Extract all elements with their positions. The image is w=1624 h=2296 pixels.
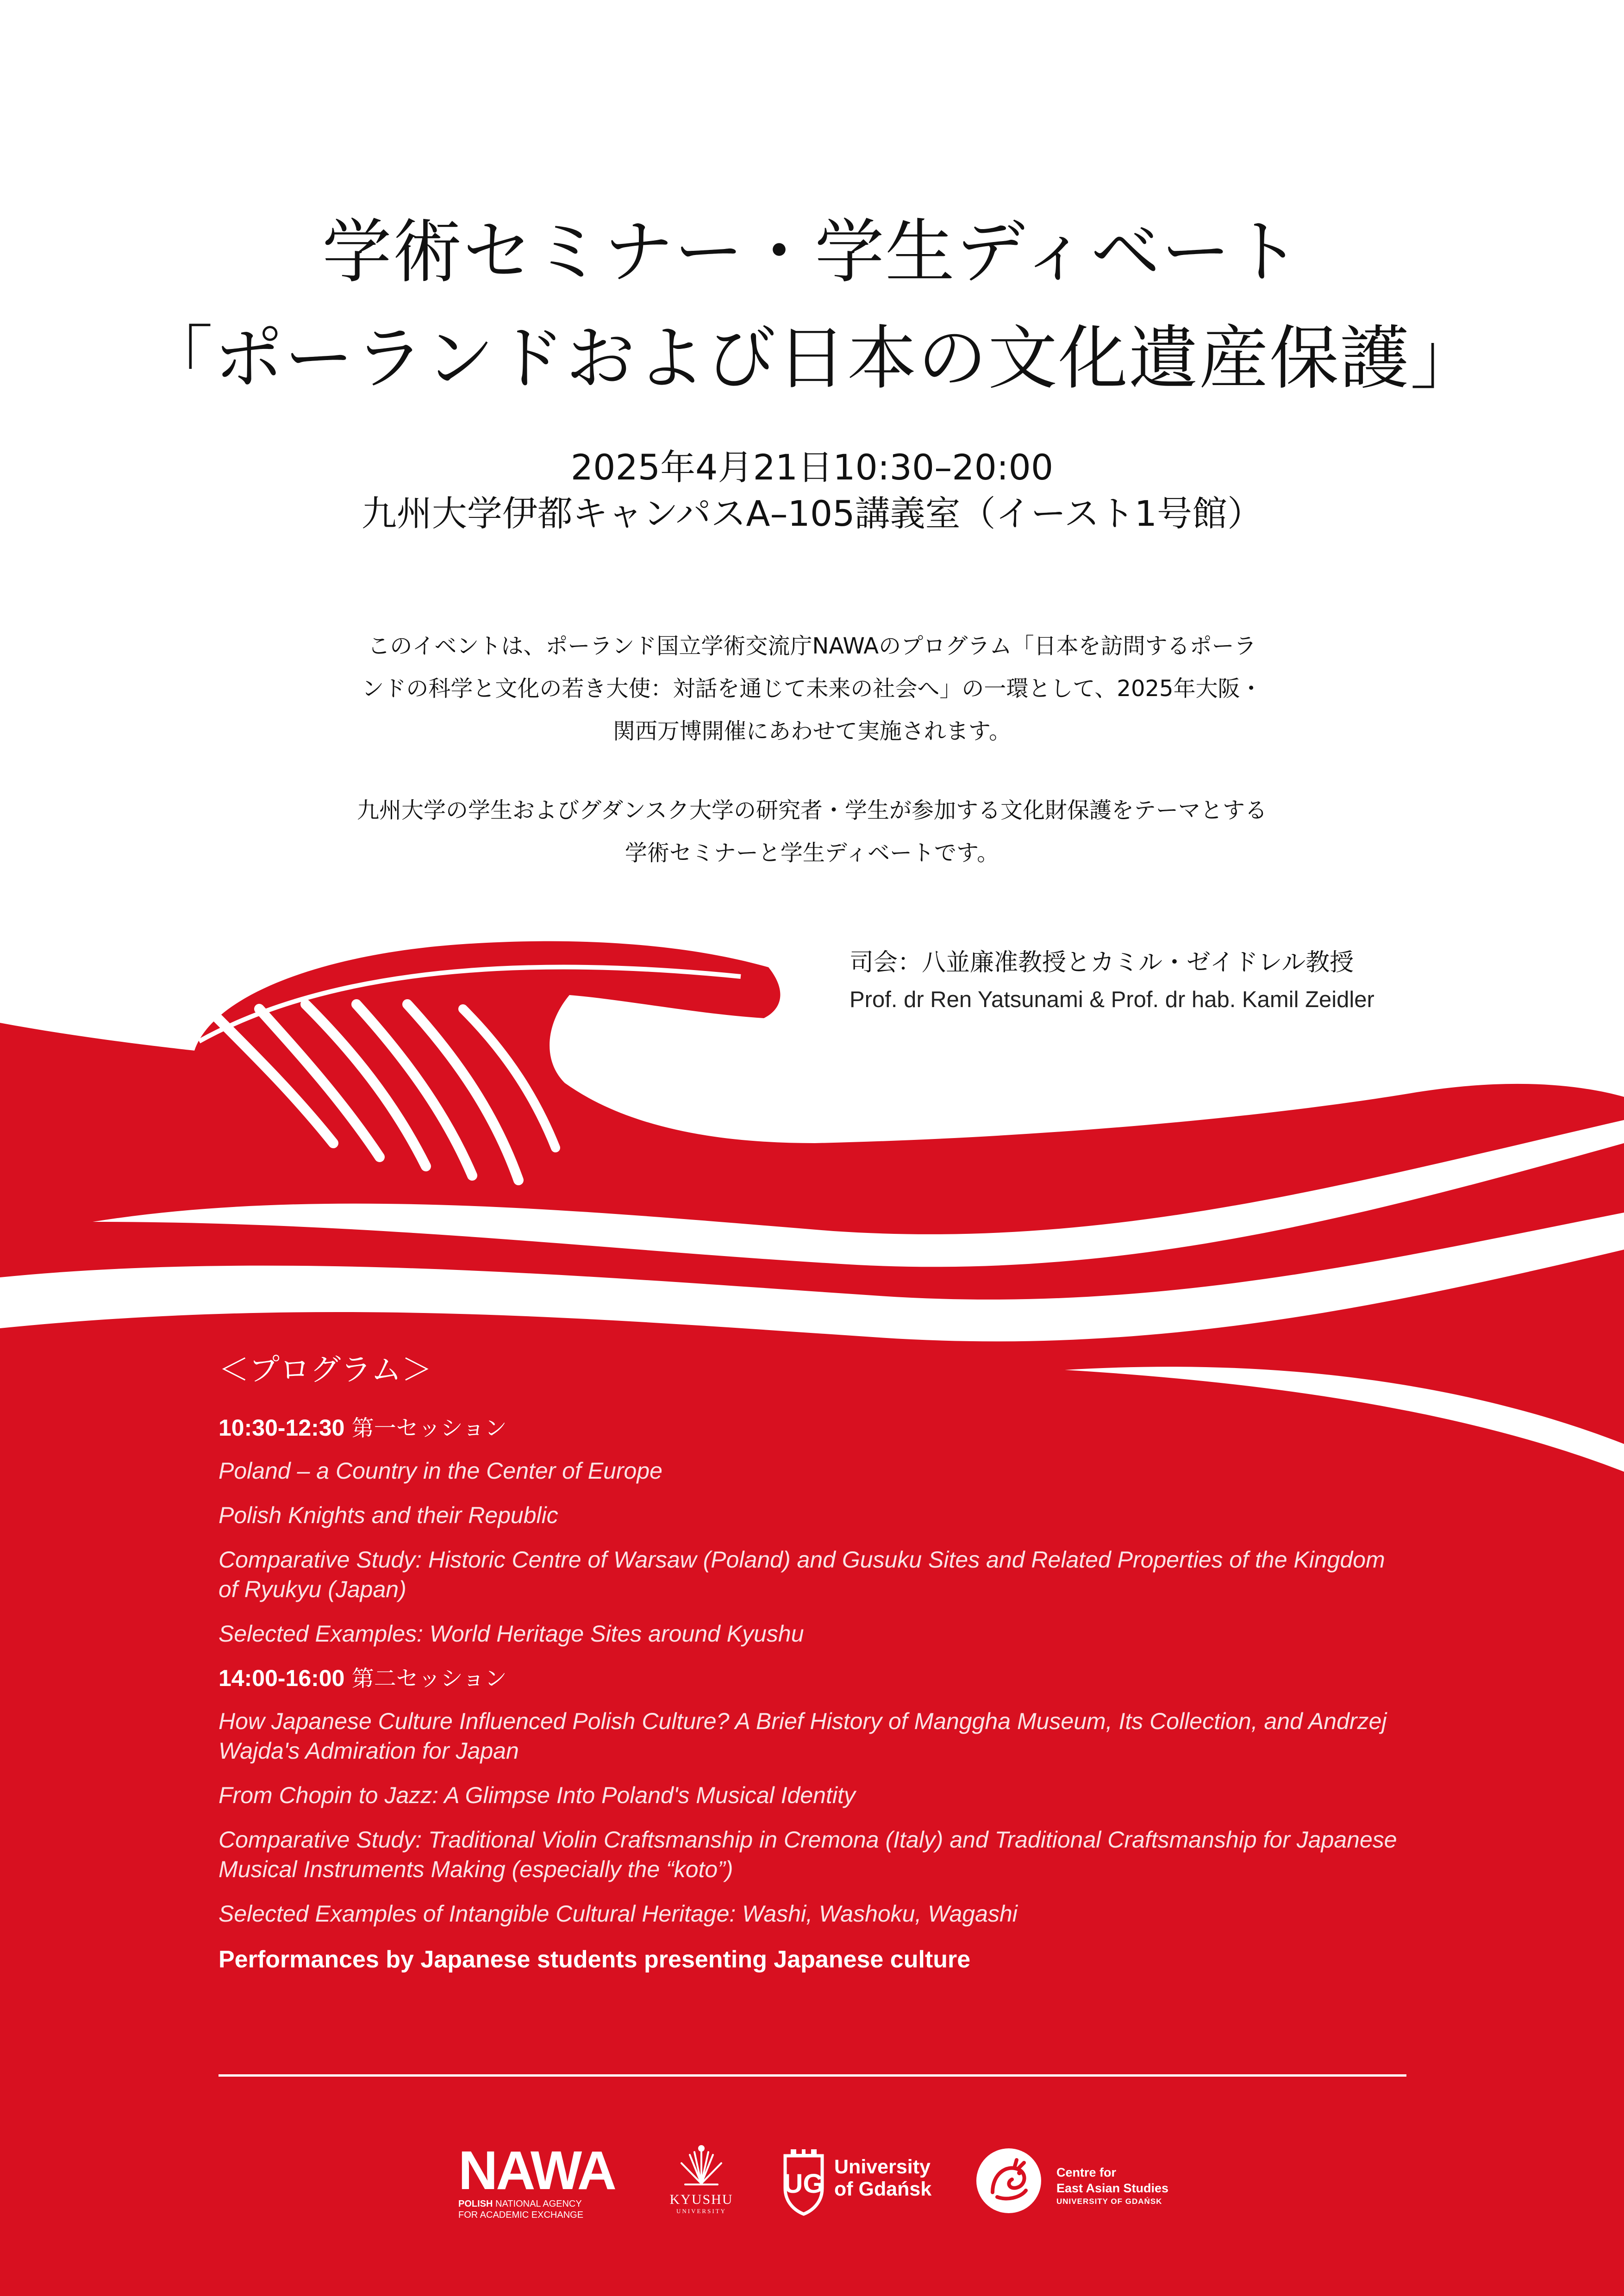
description-1-line-3: 関西万博開催にあわせて実施されます。: [612, 718, 1012, 744]
host-english: Prof. dr Ren Yatsunami & Prof. dr hab. Kamil Zeidler: [849, 987, 1374, 1012]
nawa-sub-bold: POLISH: [458, 2199, 493, 2209]
footer-divider: [219, 2074, 1406, 2077]
session-1-label: 第一セッション: [351, 1415, 507, 1441]
performances-note: Performances by Japanese students presenting Japanese culture: [219, 1946, 971, 1973]
gdansk-line-1: University: [834, 2156, 931, 2178]
session-2-talk-4: Selected Examples of Intangible Cultural Heritage: Washi, Washoku, Wagashi: [219, 1901, 1018, 1927]
session-2-label: 第二セッション: [351, 1666, 507, 1692]
description-2-line-2: 学術セミナーと学生ディベートです。: [625, 840, 999, 866]
session-1-time: 10:30-12:30: [219, 1415, 345, 1441]
nawa-sub-rest: NATIONAL AGENCY: [493, 2199, 582, 2209]
nawa-logo: [458, 2140, 625, 2221]
nawa-sub-line-2: FOR ACADEMIC EXCHANGE: [458, 2210, 584, 2220]
kyushu-emblem-icon: [676, 2142, 727, 2188]
session-1-header: [219, 1413, 1404, 1443]
session-2-time: 14:00-16:00: [219, 1665, 345, 1691]
nawa-logo-subtitle: [458, 2198, 625, 2221]
gdansk-shield-icon: [782, 2147, 825, 2216]
nawa-logo-icon: NAWA: [458, 2140, 615, 2201]
event-venue: 九州大学伊都キャンパスA–105講義室（イースト1号館）: [361, 493, 1263, 534]
title-line-2: 「ポーランドおよび日本の文化遺産保護」: [143, 318, 1480, 399]
title-line-1: 学術セミナー・学生ディベート: [322, 212, 1302, 292]
title-block: [0, 199, 1624, 412]
description-2: [0, 789, 1624, 874]
kyushu-logo: [662, 2142, 741, 2215]
session-1-talk-4: Selected Examples: World Heritage Sites around Kyushu: [219, 1621, 804, 1647]
host-japanese: 司会：八並廉准教授とカミル・ゼイドレル教授: [849, 949, 1354, 977]
description-2-line-1: 九州大学の学生およびグダンスク大学の研究者・学生が参加する文化財保護をテーマとする: [356, 797, 1268, 823]
ceas-line-2: East Asian Studies: [1056, 2181, 1169, 2195]
kyushu-subtitle: UNIVERSITY: [676, 2208, 726, 2215]
description-1: [0, 625, 1624, 753]
gdansk-wordmark: [834, 2156, 931, 2200]
ceas-wordmark: [1056, 2165, 1168, 2207]
session-2-talk-2: From Chopin to Jazz: A Glimpse Into Poland's Musical Identity: [219, 1782, 856, 1808]
program-heading: ＜プログラム＞: [219, 1352, 432, 1388]
datetime-block: [0, 444, 1624, 537]
description-1-line-1: このイベントは、ポーランド国立学術交流庁NAWAのプログラム「日本を訪問するポーラ: [368, 633, 1256, 659]
svg-text:UG: UG: [783, 2169, 824, 2199]
ceas-line-1: Centre for: [1056, 2165, 1117, 2179]
host-block: [849, 944, 1544, 1018]
ceas-line-3: UNIVERSITY OF GDAŃSK: [1056, 2197, 1162, 2206]
session-1-talk-2: Polish Knights and their Republic: [219, 1502, 558, 1528]
kyushu-wordmark: KYUSHU: [669, 2192, 733, 2207]
dragon-seal-icon: [974, 2146, 1043, 2215]
program-section: [219, 1344, 1404, 1976]
session-1-talk-1: Poland – a Country in the Center of Europe: [219, 1458, 662, 1484]
session-2-talk-3: Comparative Study: Traditional Violin Craftsmanship in Cremona (Italy) and Traditional Craftsmanship for Japanese Musical Instruments Making (especially the “koto”): [219, 1827, 1397, 1882]
description-1-line-2: ンドの科学と文化の若き大使：対話を通じて未来の社会へ」の一環として、2025年大阪・: [362, 676, 1262, 702]
session-2-header: [219, 1663, 1404, 1693]
session-1-talk-3: Comparative Study: Historic Centre of Warsaw (Poland) and Gusuku Sites and Related Properties of the Kingdom of Ryukyu (Japan): [219, 1547, 1385, 1602]
gdansk-line-2: of Gdańsk: [834, 2178, 932, 2200]
event-datetime: 2025年4月21日10:30–20:00: [570, 447, 1054, 488]
session-2-talk-1: How Japanese Culture Influenced Polish Culture? A Brief History of Manggha Museum, Its Collection, and Andrzej Wajda's Admiration for Japan: [219, 1708, 1387, 1764]
